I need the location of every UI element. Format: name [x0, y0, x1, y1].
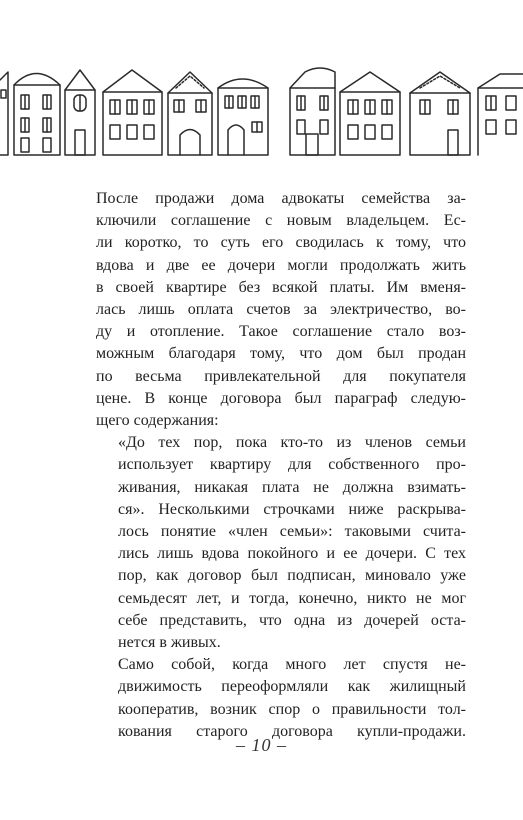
text-line: в своей квартире без всякой платы. Им вменя-: [96, 278, 466, 296]
house-icon: [410, 72, 470, 155]
house-icon: [290, 68, 335, 155]
text-line: нется в живых.: [118, 634, 221, 652]
text-line: «До тех пор, пока кто-то из членов семьи: [118, 434, 466, 452]
text-line: лось понятие «член семьи»: таковыми счита-: [118, 523, 466, 541]
text-line: живания, никакая плата не должна взимать-: [118, 478, 466, 496]
body-text: [96, 188, 466, 743]
house-icon: [218, 79, 268, 155]
house-icon: [478, 74, 523, 155]
house-icon: [340, 72, 400, 155]
house-icon: [14, 74, 60, 156]
text-line: цене. В конце договора был параграф следую-: [96, 389, 466, 407]
text-line: пор, как договор был подписан, миновало уже: [118, 567, 466, 585]
text-line: семьдесят лет, и тогда, конечно, никто не мог: [118, 589, 466, 607]
text-line: лись лишь вдова покойного и ее дочери. С тех: [118, 545, 466, 563]
text-line: движимость переоформляли как жилищный: [118, 678, 466, 696]
house-icon: [103, 70, 162, 155]
text-line: ся». Несколькими строчками ниже раскрыва-: [118, 500, 466, 518]
text-line: Само собой, когда много лет спустя не-: [118, 656, 466, 674]
text-line: можным благодаря тому, что дом был продан: [96, 345, 466, 363]
text-line: щего содержания:: [96, 412, 219, 430]
text-line: по весьма привлекательной для покупателя: [96, 367, 466, 385]
text-line: лась лишь оплата счетов за электричество, во-: [96, 301, 466, 319]
text-line: использует квартиру для собственного про-: [118, 456, 466, 474]
text-line: себе представить, что одна из дочерей оста-: [118, 611, 466, 629]
text-line: ключили соглашение с новым владельцем. Ес-: [96, 212, 466, 230]
text-line: кования старого договора купли-продажи.: [118, 722, 466, 740]
paragraph: [96, 432, 466, 654]
text-line: ли коротко, то суть его сводилась к тому, что: [96, 234, 466, 252]
text-line: После продажи дома адвокаты семейства за-: [96, 190, 466, 207]
house-icon: [65, 70, 95, 155]
house-icon: [168, 72, 212, 155]
page-number: – 10 –: [236, 735, 287, 755]
text-line: ду и отопление. Такое соглашение стало воз-: [96, 323, 466, 341]
houses-ornament: [0, 60, 523, 160]
text-line: кооператив, возник спор о правильности тол-: [118, 700, 466, 718]
paragraph: [96, 188, 466, 432]
text-line: вдова и две ее дочери могли продолжать жить: [96, 256, 466, 274]
paragraph: [96, 654, 466, 743]
house-icon: [0, 72, 8, 155]
